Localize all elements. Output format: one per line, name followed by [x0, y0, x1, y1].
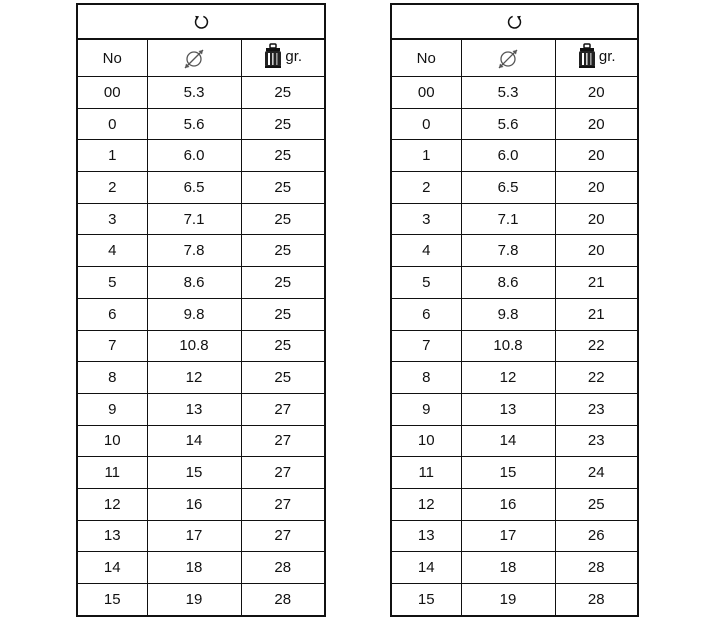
weight-value: 25: [241, 267, 325, 299]
diameter-icon: [494, 46, 522, 70]
table-row: [77, 552, 325, 584]
weight-value: 25: [241, 203, 325, 235]
weight-value: 28: [555, 584, 638, 616]
diameter-value: 8.6: [147, 267, 241, 299]
diameter-value: 18: [147, 552, 241, 584]
table-row: [391, 457, 638, 489]
size-no: 12: [77, 488, 147, 520]
diameter-value: 9.8: [461, 298, 555, 330]
diameter-value: 5.3: [461, 77, 555, 109]
table-row: [77, 488, 325, 520]
table-row: [77, 362, 325, 394]
table-row: [391, 393, 638, 425]
size-no: 4: [391, 235, 461, 267]
diameter-value: 8.6: [461, 267, 555, 299]
size-no: 8: [391, 362, 461, 394]
table-row: [77, 425, 325, 457]
size-no: 14: [391, 552, 461, 584]
weight-value: 25: [241, 362, 325, 394]
table-row: [77, 203, 325, 235]
weight-value: 20: [555, 77, 638, 109]
diameter-value: 17: [147, 520, 241, 552]
diameter-value: 10.8: [147, 330, 241, 362]
weight-icon: [577, 43, 597, 69]
diameter-value: 10.8: [461, 330, 555, 362]
table-row: [391, 488, 638, 520]
diameter-value: 16: [147, 488, 241, 520]
diameter-icon: [180, 46, 208, 70]
diameter-value: 16: [461, 488, 555, 520]
size-no: 1: [77, 140, 147, 172]
diameter-value: 7.1: [147, 203, 241, 235]
size-no: 14: [77, 552, 147, 584]
table-row: [77, 330, 325, 362]
no-header: No: [391, 39, 461, 77]
size-no: 0: [77, 108, 147, 140]
table-row: [77, 584, 325, 616]
size-no: 6: [77, 298, 147, 330]
size-no: 9: [391, 393, 461, 425]
no-header: No: [77, 39, 147, 77]
weight-value: 23: [555, 425, 638, 457]
diameter-value: 19: [147, 584, 241, 616]
table-row: [77, 298, 325, 330]
weight-value: 27: [241, 457, 325, 489]
size-no: 3: [391, 203, 461, 235]
size-no: 5: [391, 267, 461, 299]
size-no: 3: [77, 203, 147, 235]
weight-value: 25: [241, 140, 325, 172]
size-no: 5: [77, 267, 147, 299]
diameter-header: [461, 39, 555, 77]
weight-value: 27: [241, 520, 325, 552]
clockwise-rotation-icon: [192, 13, 210, 31]
table-row: [391, 77, 638, 109]
title-cell: [77, 4, 325, 39]
diameter-value: 13: [461, 393, 555, 425]
table-row: [77, 77, 325, 109]
diameter-value: 13: [147, 393, 241, 425]
table-row: [77, 457, 325, 489]
weight-value: 25: [241, 108, 325, 140]
weight-value: 28: [555, 552, 638, 584]
diameter-value: 15: [147, 457, 241, 489]
diameter-value: 14: [461, 425, 555, 457]
weight-unit: gr.: [285, 47, 303, 65]
table-row: [391, 172, 638, 204]
table-row: [77, 393, 325, 425]
table-row: [391, 425, 638, 457]
weight-value: 20: [555, 235, 638, 267]
size-no: 00: [391, 77, 461, 109]
size-no: 2: [391, 172, 461, 204]
diameter-value: 19: [461, 584, 555, 616]
weight-value: 25: [241, 77, 325, 109]
diameter-value: 7.8: [461, 235, 555, 267]
size-no: 13: [391, 520, 461, 552]
weight-value: 21: [555, 267, 638, 299]
title-cell: [391, 4, 638, 39]
size-no: 4: [77, 235, 147, 267]
weight-value: 25: [241, 330, 325, 362]
size-no: 7: [391, 330, 461, 362]
size-no: 00: [77, 77, 147, 109]
table-row: [77, 235, 325, 267]
table-row: [77, 520, 325, 552]
table-row: [391, 362, 638, 394]
diameter-value: 12: [461, 362, 555, 394]
weight-value: 25: [241, 298, 325, 330]
diameter-value: 17: [461, 520, 555, 552]
header-row: [391, 39, 638, 77]
weight-value: 26: [555, 520, 638, 552]
table-row: [77, 140, 325, 172]
table-row: [391, 584, 638, 616]
weight-value: 25: [241, 235, 325, 267]
diameter-value: 5.3: [147, 77, 241, 109]
weight-value: 23: [555, 393, 638, 425]
table-row: [391, 203, 638, 235]
diameter-value: 12: [147, 362, 241, 394]
weight-value: 28: [241, 584, 325, 616]
diameter-value: 6.5: [461, 172, 555, 204]
size-no: 12: [391, 488, 461, 520]
size-no: 15: [77, 584, 147, 616]
size-no: 15: [391, 584, 461, 616]
diameter-value: 15: [461, 457, 555, 489]
weight-header: [555, 39, 638, 77]
weight-value: 27: [241, 425, 325, 457]
table-row: [391, 552, 638, 584]
title-row: [77, 4, 325, 39]
table-row: [391, 108, 638, 140]
size-no: 10: [391, 425, 461, 457]
weight-value: 20: [555, 172, 638, 204]
weight-value: 20: [555, 140, 638, 172]
weight-value: 20: [555, 108, 638, 140]
table-row: [391, 298, 638, 330]
diameter-value: 6.5: [147, 172, 241, 204]
table-row: [77, 108, 325, 140]
weight-value: 25: [241, 172, 325, 204]
size-no: 11: [77, 457, 147, 489]
size-no: 8: [77, 362, 147, 394]
diameter-header: [147, 39, 241, 77]
counterclockwise-rotation-icon: [506, 13, 524, 31]
weight-value: 27: [241, 488, 325, 520]
weight-value: 24: [555, 457, 638, 489]
diameter-value: 14: [147, 425, 241, 457]
header-row: [77, 39, 325, 77]
size-no: 2: [77, 172, 147, 204]
weight-unit: gr.: [598, 47, 616, 65]
diameter-value: 6.0: [461, 140, 555, 172]
weight-value: 22: [555, 362, 638, 394]
weight-icon: [263, 43, 283, 69]
size-no: 6: [391, 298, 461, 330]
left-table: [76, 3, 326, 617]
table-row: [391, 235, 638, 267]
table-row: [77, 172, 325, 204]
weight-value: 21: [555, 298, 638, 330]
diameter-value: 6.0: [147, 140, 241, 172]
title-row: [391, 4, 638, 39]
diameter-value: 18: [461, 552, 555, 584]
diameter-value: 7.8: [147, 235, 241, 267]
table-row: [391, 267, 638, 299]
weight-value: 28: [241, 552, 325, 584]
right-table: [390, 3, 639, 617]
weight-header: [241, 39, 325, 77]
weight-value: 20: [555, 203, 638, 235]
table-row: [77, 267, 325, 299]
table-row: [391, 330, 638, 362]
weight-value: 27: [241, 393, 325, 425]
size-no: 7: [77, 330, 147, 362]
weight-value: 22: [555, 330, 638, 362]
diameter-value: 7.1: [461, 203, 555, 235]
diameter-value: 5.6: [147, 108, 241, 140]
size-no: 10: [77, 425, 147, 457]
size-no: 11: [391, 457, 461, 489]
table-row: [391, 520, 638, 552]
weight-value: 25: [555, 488, 638, 520]
diameter-value: 9.8: [147, 298, 241, 330]
diameter-value: 5.6: [461, 108, 555, 140]
table-row: [391, 140, 638, 172]
size-no: 0: [391, 108, 461, 140]
size-no: 9: [77, 393, 147, 425]
size-no: 1: [391, 140, 461, 172]
size-no: 13: [77, 520, 147, 552]
